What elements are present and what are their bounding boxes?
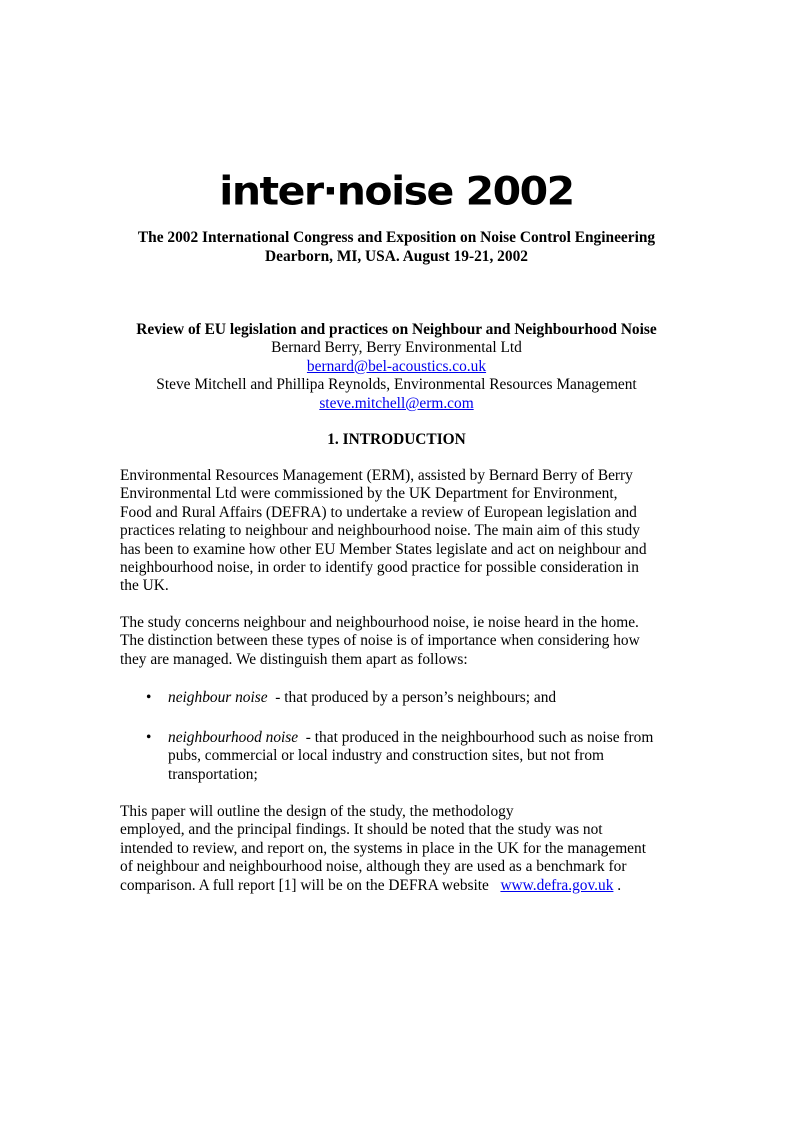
bullet-icon: • (146, 689, 152, 706)
paragraph-line: This paper will outline the design of the study, the methodology (120, 803, 514, 820)
conference-logo: inter·noise 2002 (219, 168, 574, 214)
bullet-description-line: pubs, commercial or local industry and construction sites, but not from (168, 747, 604, 765)
paragraph-line: Environmental Ltd were commissioned by the UK Department for Environment, (120, 485, 618, 503)
paragraph-line-end: . (613, 876, 622, 894)
paragraph-3 (120, 803, 680, 895)
bullet-item-neighbour-noise (168, 689, 688, 707)
paper-title: Review of EU legislation and practices on Neighbour and Neighbourhood Noise (136, 321, 657, 338)
paragraph-line: the UK. (120, 577, 169, 595)
paragraph-line: The study concerns neighbour and neighbourhood noise, ie noise heard in the home. (120, 614, 639, 631)
paragraph-line: they are managed. We distinguish them apart as follows: (120, 650, 468, 668)
bullet-icon: • (146, 729, 152, 746)
bullet-description: - that produced in the neighbourhood such as noise from (298, 729, 654, 746)
author-2: Steve Mitchell and Phillipa Reynolds, Environmental Resources Management (156, 376, 637, 394)
paragraph-line: has been to examine how other EU Member States legislate and act on neighbour and (120, 540, 647, 558)
paragraph-2 (120, 614, 680, 669)
paragraph-line: intended to review, and report on, the systems in place in the UK for the management (120, 839, 646, 857)
bullet-description: - that produced by a person’s neighbours; and (267, 689, 557, 706)
paragraph-line: neighbourhood noise, in order to identify good practice for possible consideration in (120, 559, 639, 577)
section-heading: 1. INTRODUCTION (327, 431, 466, 448)
paragraph-line: comparison. A full report [1] will be on the DEFRA website (120, 876, 501, 894)
paragraph-line: Environmental Resources Management (ERM), assisted by Bernard Berry of Berry (120, 467, 633, 484)
paragraph-line: Food and Rural Affairs (DEFRA) to undertake a review of European legislation and (120, 503, 637, 521)
bullet-description-line: transportation; (168, 765, 258, 783)
conference-name: The 2002 International Congress and Exposition on Noise Control Engineering (137, 229, 656, 246)
title-block (0, 321, 793, 413)
paragraph-line: The distinction between these types of noise is of importance when considering how (120, 632, 640, 650)
author-1: Bernard Berry, Berry Environmental Ltd (271, 339, 522, 357)
bullet-term: neighbourhood noise (168, 729, 299, 746)
bullet-term: neighbour noise (168, 689, 268, 706)
paragraph-1 (120, 467, 680, 596)
paragraph-line: practices relating to neighbour and neighbourhood noise. The main aim of this study (120, 522, 640, 540)
conference-info (0, 229, 793, 266)
author-2-email-link[interactable]: steve.mitchell@erm.com (319, 394, 474, 412)
paragraph-line: employed, and the principal findings. It should be noted that the study was not (120, 821, 603, 839)
defra-website-link[interactable]: www.defra.gov.uk (500, 876, 614, 894)
paragraph-line: of neighbour and neighbourhood noise, although they are used as a benchmark for (120, 858, 627, 876)
bullet-item-neighbourhood-noise (168, 729, 688, 784)
conference-location-date: Dearborn, MI, USA. August 19-21, 2002 (265, 247, 528, 265)
author-1-email-link[interactable]: bernard@bel-acoustics.co.uk (306, 357, 487, 375)
